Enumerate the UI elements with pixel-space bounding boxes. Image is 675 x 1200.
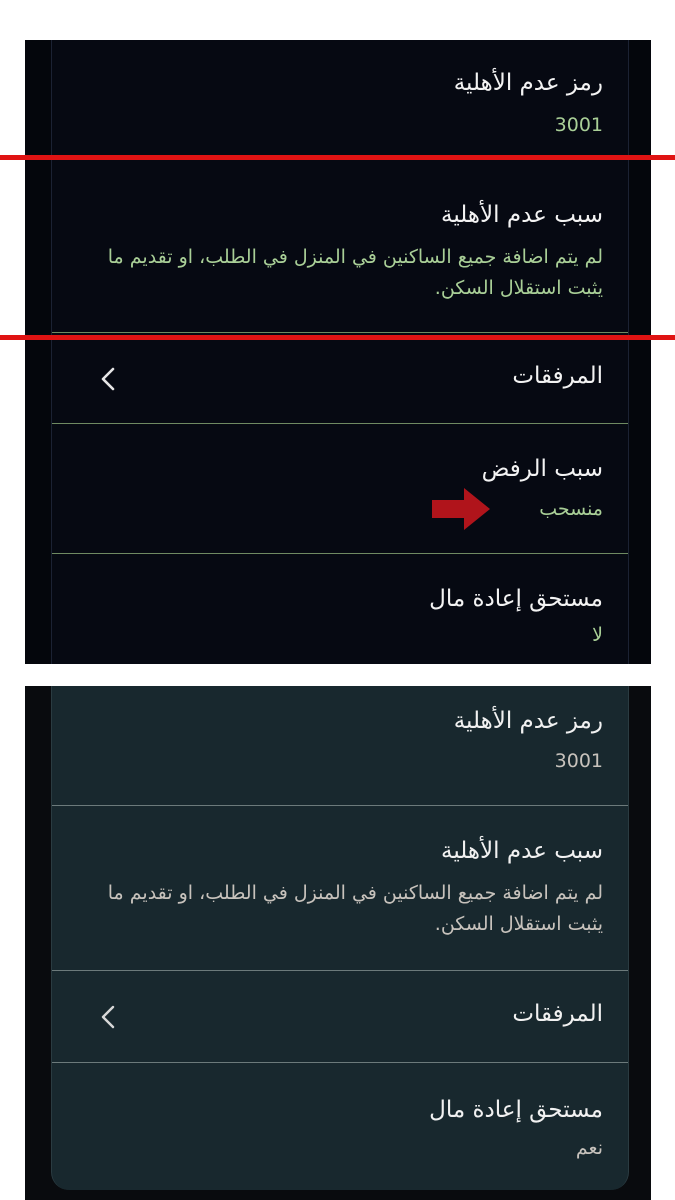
ineligibility-code-row xyxy=(52,686,628,805)
ineligibility-code-value: 3001 xyxy=(554,750,603,772)
highlight-line-top xyxy=(0,155,675,160)
top-screenshot xyxy=(25,40,651,664)
ineligibility-reason-row xyxy=(52,806,628,970)
details-panel-top xyxy=(51,40,629,664)
ineligibility-reason-row xyxy=(52,168,628,332)
bottom-screenshot xyxy=(25,686,651,1200)
attachments-row[interactable] xyxy=(52,971,628,1062)
ineligibility-code-label: رمز عدم الأهلية xyxy=(453,70,603,96)
refund-entitled-row xyxy=(52,1063,628,1190)
attachments-row[interactable] xyxy=(52,333,628,423)
refund-entitled-value: نعم xyxy=(575,1137,603,1159)
ineligibility-code-label: رمز عدم الأهلية xyxy=(453,708,603,734)
ineligibility-reason-value: لم يتم اضافة جميع الساكنين في المنزل في الطلب، او تقديم ما يثبت استقلال السكن. xyxy=(107,882,603,935)
chevron-left-icon[interactable] xyxy=(98,366,120,392)
ineligibility-reason-label: سبب عدم الأهلية xyxy=(441,202,603,228)
rejection-reason-label: سبب الرفض xyxy=(481,456,603,482)
highlight-line-bottom xyxy=(0,335,675,340)
attachments-label: المرفقات xyxy=(512,363,603,389)
ineligibility-reason-label: سبب عدم الأهلية xyxy=(441,838,603,864)
refund-entitled-value: لا xyxy=(592,624,603,646)
attachments-label: المرفقات xyxy=(512,1001,603,1027)
ineligibility-reason-value: لم يتم اضافة جميع الساكنين في المنزل في الطلب، او تقديم ما يثبت استقلال السكن. xyxy=(107,246,603,299)
ineligibility-code-value: 3001 xyxy=(554,114,603,136)
rejection-reason-row xyxy=(52,424,628,553)
chevron-left-icon[interactable] xyxy=(98,1004,120,1030)
refund-entitled-label: مستحق إعادة مال xyxy=(429,586,603,612)
red-arrow-icon xyxy=(432,488,490,530)
refund-entitled-row xyxy=(52,554,628,664)
details-panel-bottom xyxy=(51,686,629,1190)
refund-entitled-label: مستحق إعادة مال xyxy=(429,1097,603,1123)
rejection-reason-value: منسحب xyxy=(539,498,603,520)
ineligibility-code-row xyxy=(52,40,628,168)
